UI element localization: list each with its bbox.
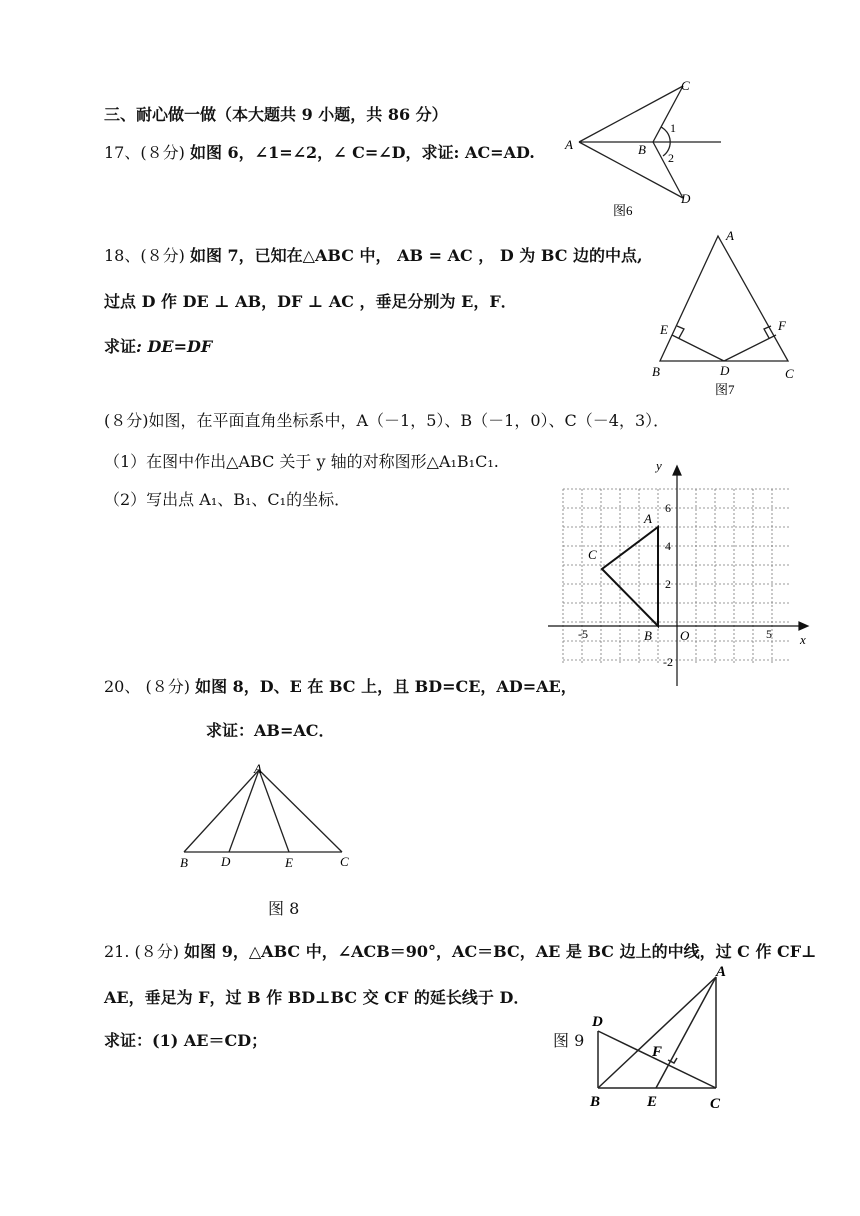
q17-score: (８分) xyxy=(140,143,185,162)
fig9-label-d: D xyxy=(592,1014,603,1030)
q20-num: 20、 xyxy=(104,677,141,696)
q18-line2: 过点 D 作 DE ⊥ AB，DF ⊥ AC ，垂足分别为 E，F． xyxy=(104,292,517,311)
figure-coordinate-grid xyxy=(540,454,815,686)
q20-text xyxy=(104,676,577,698)
q21-line2: AE，垂足为 F，过 B 作 BD⊥BC 交 CF 的延长线于 D． xyxy=(104,988,530,1007)
fig7-label-d: D xyxy=(720,363,730,378)
grid-label-y: y xyxy=(656,458,662,473)
fig6-label-c: C xyxy=(681,78,690,93)
grid-label-c: C xyxy=(588,547,597,562)
fig9-caption: 图 9 xyxy=(553,1031,585,1050)
fig9-label-a: A xyxy=(716,964,727,980)
grid-label-b: B xyxy=(644,628,652,643)
fig7-label-b: B xyxy=(652,364,660,379)
grid-tick-neg2: -2 xyxy=(663,655,673,669)
grid-tick-5: 5 xyxy=(766,627,772,641)
q18-num: 18、 xyxy=(104,246,141,265)
grid-tick-4: 4 xyxy=(665,539,671,553)
q17-text xyxy=(104,142,535,164)
fig9-label-e: E xyxy=(647,1094,658,1110)
fig6-label-a: A xyxy=(565,137,573,152)
q18-line1 xyxy=(104,245,643,267)
q19-part1: （1）在图中作出△ABC 关于 y 轴的对称图形△A₁B₁C₁. xyxy=(104,452,499,471)
q19-text: (８分)如图，在平面直角坐标系中，A（－1，5）、B（－1，0）、C（－4，3）． xyxy=(104,411,670,430)
fig8-label-e: E xyxy=(285,855,293,870)
grid-tick-neg5: -5 xyxy=(578,627,588,641)
figure-8 xyxy=(172,760,362,872)
fig6-label-d: D xyxy=(681,191,691,206)
fig6-label-1: 1 xyxy=(670,121,676,135)
fig9-label-f: F xyxy=(652,1044,663,1060)
grid-tick-2: 2 xyxy=(665,577,671,591)
q21-line3: 求证：(1) AE＝CD； xyxy=(104,1031,268,1050)
section-heading: 三、耐心做一做（本大题共 9 小题，共 86 分） xyxy=(104,105,448,124)
q17-statement: 如图 6，∠1=∠2，∠ C=∠D，求证: AC=AD. xyxy=(189,143,535,162)
fig7-caption: 图7 xyxy=(715,382,735,396)
fig6-caption: 图6 xyxy=(613,203,633,218)
q21-num: 21. xyxy=(104,942,130,961)
q21-score: (８分) xyxy=(134,942,180,961)
figure-7 xyxy=(648,226,808,396)
fig9-label-c: C xyxy=(710,1096,721,1112)
fig9-label-b: B xyxy=(590,1094,601,1110)
fig6-label-2: 2 xyxy=(668,151,674,165)
fig8-label-c: C xyxy=(340,854,349,869)
fig7-label-a: A xyxy=(726,228,734,243)
figure-9 xyxy=(586,962,734,1114)
fig8-label-b: B xyxy=(180,855,188,870)
fig7-label-c: C xyxy=(785,366,794,381)
grid-label-o: O xyxy=(680,628,690,643)
fig8-label-d: D xyxy=(221,854,231,869)
fig7-label-e: E xyxy=(660,322,668,337)
q21-line1 xyxy=(104,941,817,963)
q18-prove-text: : DE=DF xyxy=(136,337,213,356)
fig6-label-b: B xyxy=(638,142,646,157)
q21-statement: 如图 9，△ABC 中，∠ACB＝90°，AC＝BC，AE 是 BC 边上的中线，过 C 作 CF⊥ xyxy=(184,942,817,961)
q20-statement: 如图 8，D、E 在 BC 上，且 BD=CE，AD=AE， xyxy=(195,677,577,696)
q19-part2: （2）写出点 A₁、B₁、C₁的坐标． xyxy=(104,490,351,509)
grid-label-x: x xyxy=(800,632,806,647)
fig8-caption: 图 8 xyxy=(268,899,300,918)
grid-tick-6: 6 xyxy=(665,501,671,515)
q17-num: 17、 xyxy=(104,143,141,162)
fig8-label-a: A xyxy=(254,761,262,776)
fig7-label-f: F xyxy=(778,318,786,333)
q20-prove: 求证：AB=AC． xyxy=(206,721,335,740)
figure-6 xyxy=(555,72,735,222)
q18-prove-label: 求证 xyxy=(104,337,137,356)
grid-label-a: A xyxy=(644,511,652,526)
q18-prove xyxy=(104,336,212,358)
q18-statement: 如图 7，已知在△ABC 中， AB = AC ， D 为 BC 边的中点, xyxy=(189,246,643,265)
q18-score: (８分) xyxy=(140,246,185,265)
q20-score: (８分) xyxy=(145,677,190,696)
